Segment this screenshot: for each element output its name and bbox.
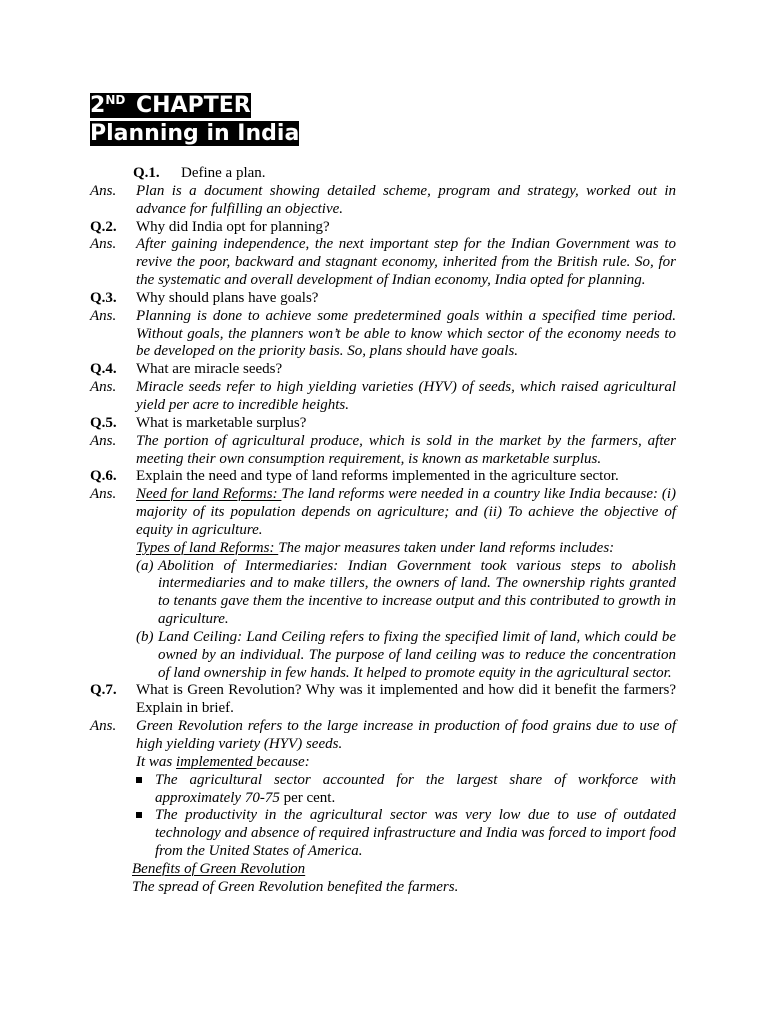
answer-body [136,486,676,682]
bullet-text-italic: The agricultural sector accounted for the largest share of workforce with approximately 70-75 [155,771,676,806]
item-text: Abolition of Intermediaries: Indian Government took various steps to abolish intermediaries and to make tillers, the owners of land. The ownership rights granted to tenants gave them the incentive to increase output and this contributed to growth in agriculture. [158,557,676,628]
answer-row [90,433,676,469]
question-answer-list [90,165,676,897]
question-row [90,361,676,379]
question-row [90,468,676,486]
question-label: Q.3. [90,289,117,306]
item-text: Land Ceiling: Land Ceiling refers to fixing the specified limit of land, which could be owned by an individual. The purpose of land ceiling was to reduce the concentration of land ownership in few hands. It helped to promote equity in the agricultural sector. [158,628,676,681]
underlined-word: implemented [176,753,257,770]
answer-row [90,308,676,362]
chapter-title-line [90,120,676,148]
question-text: Why should plans have goals? [136,289,319,306]
answer-text: After gaining independence, the next important step for the Indian Government was to revive the poor, backward and stagnant economy, inherited from the British rule. So, for the systematic and overall development of Indian economy, India opted for planning. [136,236,676,289]
question-text: What are miracle seeds? [136,361,283,378]
types-of-land-reforms-paragraph [136,540,676,558]
answer-text: The portion of agricultural produce, which is sold in the market by the farmers, after meeting their own consumption requirement, is known as marketable surplus. [136,432,676,467]
question-label: Q.5. [90,414,117,431]
chapter-number-line [90,92,676,120]
question-label: Q.2. [90,218,117,235]
types-of-land-reforms-heading: Types of land Reforms: [136,539,279,556]
need-for-land-reforms-text: The land reforms were needed in a country like India because: (i) majority of its population depends on agriculture; and (ii) To achieve the objective of equity in agriculture. [136,486,676,538]
implementation-reason-line [136,754,676,772]
bullet-item [136,772,676,808]
need-for-land-reforms-heading: Need for land Reforms: [136,486,282,503]
types-of-land-reforms-text: The major measures taken under land reforms includes: [278,539,615,556]
answer-text: Planning is done to achieve some predetermined goals within a specified time period. Without goals, the planners won’t be able to know which sector of the economy needs to be developed on the priority basis. So, plans should have goals. [136,307,676,360]
chapter-word: CHAPTER [136,93,251,118]
question-label: Q.6. [90,468,117,485]
question-text: What is marketable surplus? [136,414,307,431]
answer-label: Ans. [90,307,117,324]
question-row [90,682,676,718]
answer-label: Ans. [90,432,117,449]
document-body [90,92,676,897]
answer-row [90,718,676,896]
benefits-text: The spread of Green Revolution benefited the farmers. [132,878,459,895]
answer-label: Ans. [90,182,117,199]
answer-row [90,236,676,290]
item-marker: (a) [136,557,154,574]
bullet-text [155,772,676,808]
answer-row [90,183,676,219]
chapter-number-heading [90,93,251,118]
bullet-text-upright: per cent. [279,789,336,806]
question-row [90,290,676,308]
question-text: Explain the need and type of land reforms implemented in the agriculture sector. [136,468,619,485]
answer-text: Plan is a document showing detailed scheme, program and strategy, worked out in advance for fulfilling an objective. [136,182,676,217]
question-label: Q.7. [90,682,117,699]
answer-body [132,718,676,896]
chapter-number-suffix: ND [105,92,126,107]
square-bullet-icon [136,772,155,808]
question-label: Q.1. [133,165,160,181]
question-row [90,219,676,237]
chapter-heading [90,92,676,148]
bullet-text: The productivity in the agricultural sector was very low due to use of outdated technology and absence of required infrastructure and India was forced to import food from the United States of America. [155,807,676,860]
answer-label: Ans. [90,379,117,396]
bullet-item [136,807,676,861]
chapter-number: 2 [90,93,106,118]
question-label: Q.4. [90,361,117,378]
benefits-heading: Benefits of Green Revolution [132,860,306,877]
answer-text: Green Revolution refers to the large increase in production of food grains due to use of high yielding variety (HYV) seeds. [136,718,676,752]
question-text: What is Green Revolution? Why was it implemented and how did it benefit the farmers? Explain in brief. [136,682,676,717]
square-bullet-icon [136,807,155,861]
item-marker: (b) [136,628,154,645]
answer-row [90,379,676,415]
question-row [90,165,676,183]
land-reform-item [136,558,676,629]
chapter-title: Planning in India [90,121,300,146]
reason-suffix: because: [256,753,310,770]
need-for-land-reforms-paragraph [136,486,676,540]
land-reform-item [136,629,676,683]
answer-label: Ans. [90,486,117,503]
benefits-heading-line [132,861,676,879]
answer-label: Ans. [90,718,117,735]
answer-text: Miracle seeds refer to high yielding varieties (HYV) of seeds, which raised agricultural yield per acre to incredible heights. [136,379,676,413]
answer-row [90,486,676,682]
reason-prefix: It was [136,753,177,770]
question-text: Define a plan. [181,165,266,181]
question-row [90,415,676,433]
answer-label: Ans. [90,236,117,253]
question-text: Why did India opt for planning? [136,218,330,235]
